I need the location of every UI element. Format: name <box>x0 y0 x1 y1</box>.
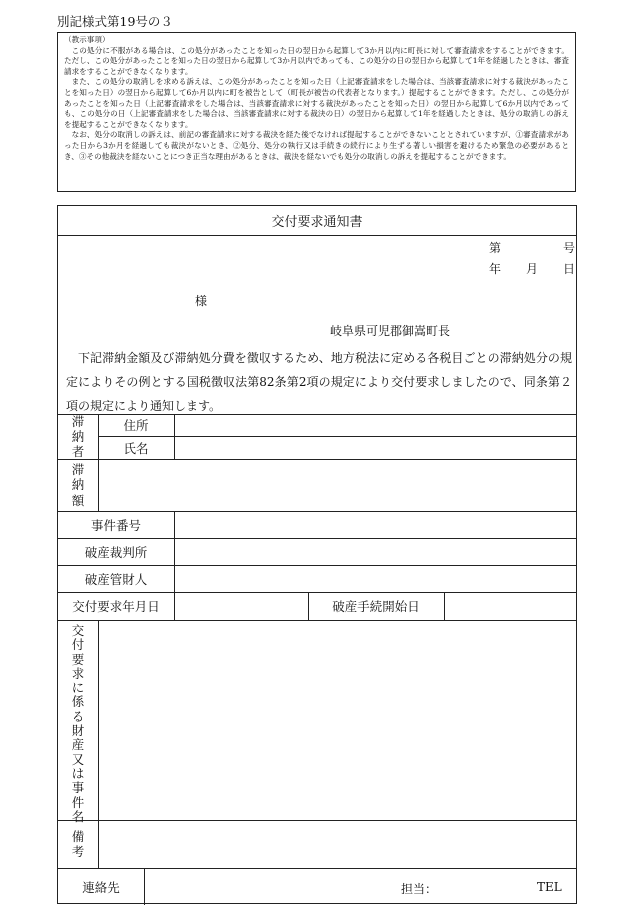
notice-box <box>57 32 576 192</box>
amount-label: 滞 納 額 <box>71 462 85 508</box>
issuer: 岐阜県可児郡御嵩町長 <box>330 324 451 338</box>
date-day: 日 <box>563 262 576 276</box>
person-in-charge-label: 担当： <box>401 882 438 896</box>
notice-body: 下記滞納金額及び滞納処分費を徴収するため、地方税法に定める各税目ごとの滞納処分の規定によりその例とする国税徴収法第82条第2項の規定により交付要求しましたので、同条第２項の規定により通知します。 <box>66 351 572 413</box>
tel-label: TEL <box>537 880 562 894</box>
request-date-label: 交付要求年月日 <box>72 599 160 614</box>
court-label: 破産裁判所 <box>84 544 148 560</box>
notice-form <box>57 205 577 904</box>
case-number-label: 事件番号 <box>90 517 141 533</box>
number-prefix: 第 <box>489 241 502 255</box>
notice-paragraph-3: なお、処分の取消しの訴えは、前記の審査請求に対する裁決を経た後でなければ提起することができないこととされていますが、①審査請求があった日から3か月を経過しても裁決がないとき、②処分、処分の執行又は手続きの続行により生ずる著しい損害を避けるため緊急の必要があるとき、③その他裁決を経ないことにつき正当な理由があるときは、裁決を経ないでも処分の取消しの訴えを提起することができます。 <box>64 130 569 161</box>
date-month: 月 <box>526 262 539 276</box>
number-suffix: 号 <box>563 241 576 255</box>
date-year: 年 <box>489 262 502 276</box>
form-number: 別記様式第19号の３ <box>57 14 173 29</box>
addressee-suffix: 様 <box>195 294 208 308</box>
notice-paragraph-2: また、この処分の取消しを求める訴えは、この処分があったことを知った日（上記審査請求をした場合は、当該審査請求に対する裁決があったことを知った日）の翌日から起算して6か月以内に町を被告として（町長が被告の代表者となります。）提起することができます。ただし、この処分があったことを知った日（上記審査請求をした場合は、当該審査請求に対する裁決があったことを知った日）の翌日から起算して6か月以内であっても、この処分の日（上記審査請求をした場合は、当該審査請求に対する裁決の日）の翌日から起算して1年を経過したときは、処分の取消しの訴えを提起することができなくなります。 <box>64 77 569 129</box>
delinquent-label: 滞 納 者 <box>71 413 85 460</box>
property-label: 交 付 要 求 に 係 る 財 産 又 は 事 件 名 <box>71 623 85 824</box>
bankruptcy-start-label: 破産手続開始日 <box>332 599 420 614</box>
notice-heading: （教示事項） <box>64 35 110 44</box>
trustee-label: 破産管財人 <box>84 571 148 587</box>
form-title: 交付要求通知書 <box>271 215 363 230</box>
remarks-label: 備 考 <box>71 828 85 859</box>
address-label: 住所 <box>123 418 149 433</box>
name-label: 氏名 <box>123 440 149 456</box>
notice-paragraph-1: この処分に不服がある場合は、この処分があったことを知った日の翌日から起算して3か月以内に町長に対して審査請求をすることができます。ただし、この処分があったことを知った日の翌日から起算して3か月以内であっても、この処分の日の翌日から起算して1年を経過したときは、審査請求をすることができなくなります。 <box>64 45 569 76</box>
contact-label: 連絡先 <box>82 879 120 895</box>
